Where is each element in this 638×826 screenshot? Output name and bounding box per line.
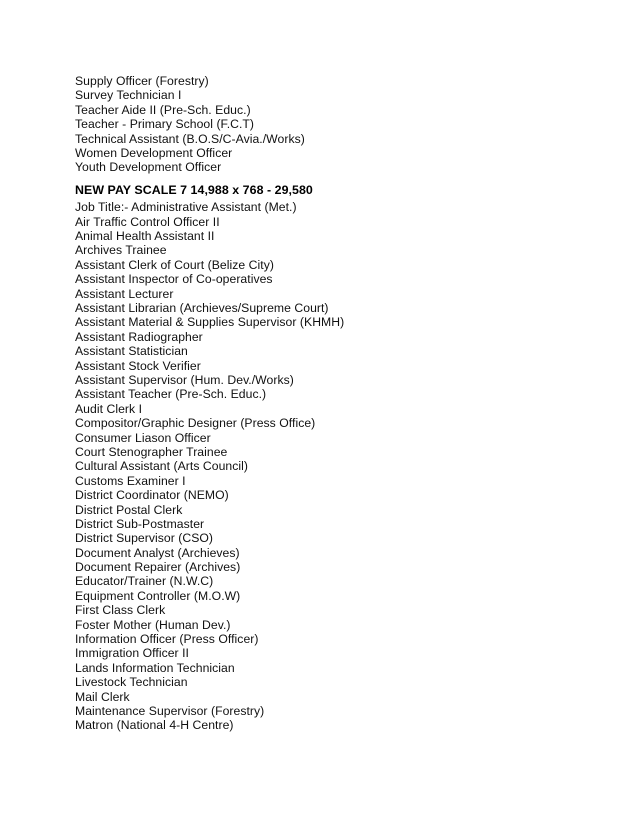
job-title-line: Document Analyst (Archieves) [75,545,240,560]
job-title-line: Air Traffic Control Officer II [75,214,220,229]
job-title-line: Survey Technician I [75,88,182,103]
job-title-line: Audit Clerk I [75,401,143,416]
job-title-line: First Class Clerk [75,603,166,618]
job-title-line: Assistant Clerk of Court (Belize City) [75,257,274,272]
job-title-line: Consumer Liason Officer [75,430,211,445]
job-title-line: Foster Mother (Human Dev.) [75,617,231,632]
job-title-line: Assistant Radiographer [75,329,203,344]
job-title-line: Educator/Trainer (N.W.C) [75,574,214,589]
job-title-line: Assistant Stock Verifier [75,358,201,373]
job-title-line: Customs Examiner I [75,473,186,488]
job-title-line: Immigration Officer II [75,646,189,661]
job-title-line: Maintenance Supervisor (Forestry) [75,703,265,718]
job-title-line: Assistant Material & Supplies Supervisor (KHMH) [75,315,345,330]
job-title-line: Animal Health Assistant II [75,229,215,244]
job-title-line: Women Development Officer [75,145,233,160]
job-title-line: District Sub-Postmaster [75,516,205,531]
job-list [75,74,595,733]
job-title-line: Lands Information Technician [75,660,235,675]
job-title-line: Teacher Aide II (Pre-Sch. Educ.) [75,102,251,117]
job-title-line: Job Title:- Administrative Assistant (Met.) [75,200,297,215]
job-title-line: Equipment Controller (M.O.W) [75,588,241,603]
job-title-line: Information Officer (Press Officer) [75,632,259,647]
job-title-line: Technical Assistant (B.O.S/C-Avia./Works) [75,131,305,146]
job-title-line: Assistant Lecturer [75,286,174,301]
job-title-line: Matron (National 4-H Centre) [75,718,234,733]
job-title-line: Livestock Technician [75,675,188,690]
job-title-line: Supply Officer (Forestry) [75,74,209,88]
job-title-line: Archives Trainee [75,243,167,258]
bottom-job-list [75,200,595,732]
job-title-line: Assistant Librarian (Archieves/Supreme Court) [75,301,329,316]
job-title-line: Youth Development Officer [75,160,222,175]
job-title-line: District Coordinator (NEMO) [75,488,229,503]
top-job-list [75,74,595,175]
job-title-line: Assistant Teacher (Pre-Sch. Educ.) [75,387,267,402]
job-title-line: District Postal Clerk [75,502,183,517]
job-title-line: Court Stenographer Trainee [75,444,228,459]
job-title-line: District Supervisor (CSO) [75,531,214,546]
job-title-line: Teacher - Primary School (F.C.T) [75,117,255,132]
job-title-line: Compositor/Graphic Designer (Press Office) [75,416,316,431]
job-title-line: Assistant Supervisor (Hum. Dev./Works) [75,373,294,387]
pay-scale-heading: NEW PAY SCALE 7 14,988 x 768 - 29,580 [75,183,313,198]
job-title-line: Mail Clerk [75,689,130,704]
job-title-line: Assistant Inspector of Co-operatives [75,272,273,287]
job-title-line: Assistant Statistician [75,344,188,359]
job-title-line: Cultural Assistant (Arts Council) [75,459,249,474]
job-title-line: Document Repairer (Archives) [75,560,241,575]
